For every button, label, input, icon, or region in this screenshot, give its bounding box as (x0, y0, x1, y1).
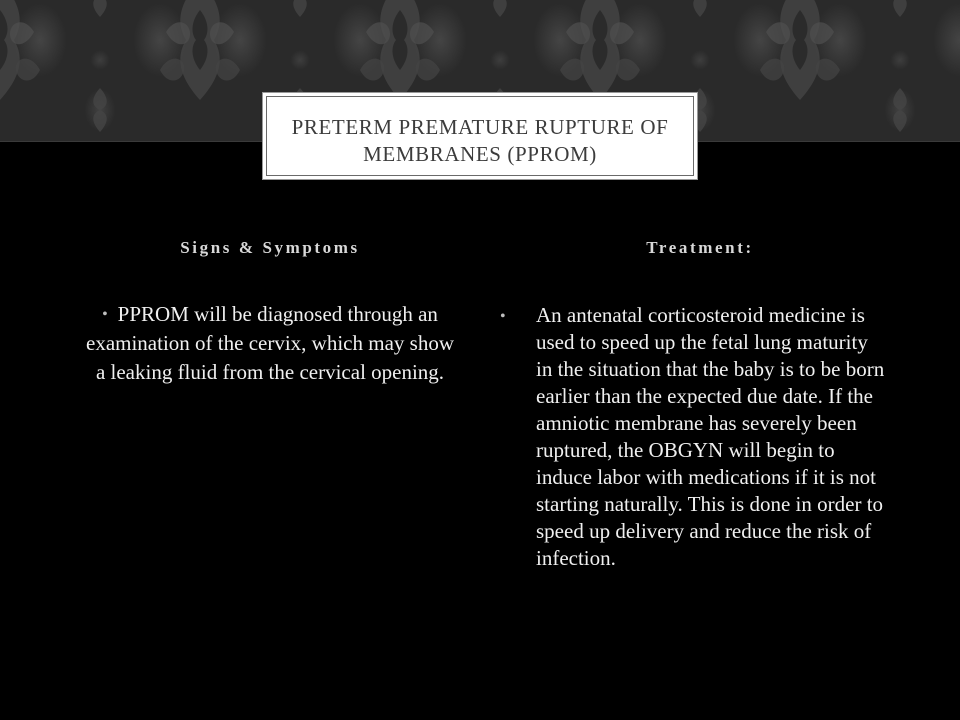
slide-title: PRETERM PREMATURE RUPTURE OF MEMBRANES (PPROM) (291, 115, 669, 166)
title-box (262, 92, 698, 180)
bullet-icon: • (102, 306, 108, 323)
left-column-text: PPROM will be diagnosed through an examination of the cervix, which may show a leaking fluid from the cervical opening. (86, 302, 454, 384)
left-column-body (80, 300, 460, 387)
right-column-body (500, 302, 920, 572)
left-column-heading: Signs & Symptoms (180, 238, 360, 257)
right-column-heading: Treatment: (646, 238, 754, 257)
right-column-text: An antenatal corticosteroid medicine is used to speed up the fetal lung maturity in the situation that the baby is to be born earlier than the expected due date. If the amniotic membrane has severely been ruptured, the OBGYN will begin to induce labor with medications if it is not starting naturally. This is done in order to speed up delivery and reduce the risk of infection. (536, 303, 885, 570)
bullet-icon: • (500, 308, 506, 325)
